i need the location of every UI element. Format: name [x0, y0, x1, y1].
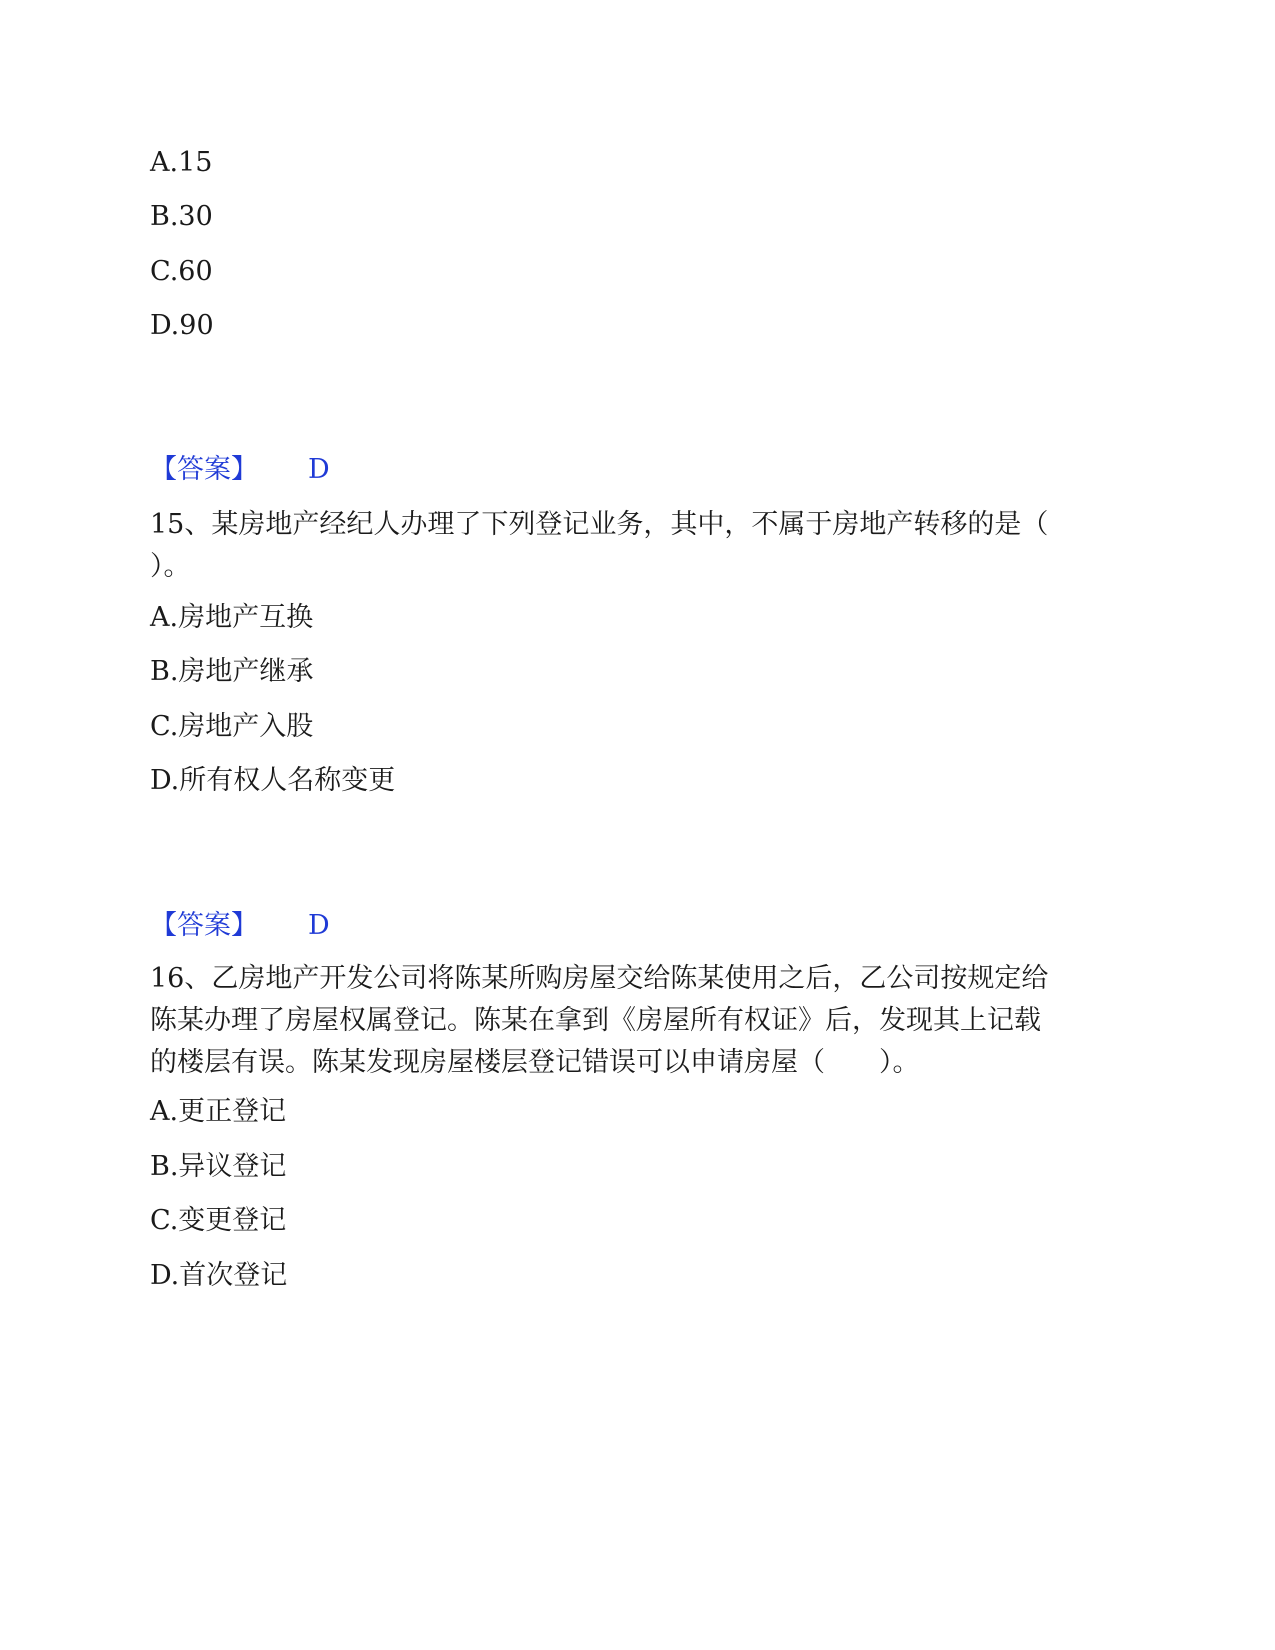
q14-option-d: D.90 — [150, 310, 214, 341]
answer-value: D — [308, 454, 330, 485]
answer-label: 【答案】 — [150, 454, 258, 485]
q16-option-d: D.首次登记 — [150, 1260, 288, 1291]
answer-value: D — [308, 910, 330, 941]
q16-option-b: B.异议登记 — [150, 1151, 287, 1182]
answer-label: 【答案】 — [150, 910, 258, 941]
q14-answer — [150, 450, 330, 490]
q16-stem-line: 16、乙房地产开发公司将陈某所购房屋交给陈某使用之后，乙公司按规定给 — [150, 963, 1049, 994]
q15-option-d: D.所有权人名称变更 — [150, 765, 396, 796]
q14-option-c: C.60 — [150, 256, 213, 287]
q16-stem-line: 的楼层有误。陈某发现房屋楼层登记错误可以申请房屋（ ）。 — [150, 1047, 920, 1078]
q15-option-b: B.房地产继承 — [150, 656, 314, 687]
q15-option-c: C.房地产入股 — [150, 711, 314, 742]
q15-option-a: A.房地产互换 — [150, 602, 314, 633]
q14-option-b: B.30 — [150, 201, 213, 232]
q15-answer — [150, 906, 330, 946]
q16-stem-line: 陈某办理了房屋权属登记。陈某在拿到《房屋所有权证》后，发现其上记载 — [150, 1005, 1041, 1036]
q16-stem — [150, 958, 1120, 1084]
q15-stem-line: ）。 — [150, 551, 191, 582]
q14-option-a: A.15 — [150, 147, 213, 178]
q15-stem — [150, 504, 1120, 588]
q16-option-c: C.变更登记 — [150, 1205, 287, 1236]
q15-stem-line: 15、某房地产经纪人办理了下列登记业务，其中，不属于房地产转移的是（ — [150, 509, 1049, 540]
q16-option-a: A.更正登记 — [150, 1096, 287, 1127]
